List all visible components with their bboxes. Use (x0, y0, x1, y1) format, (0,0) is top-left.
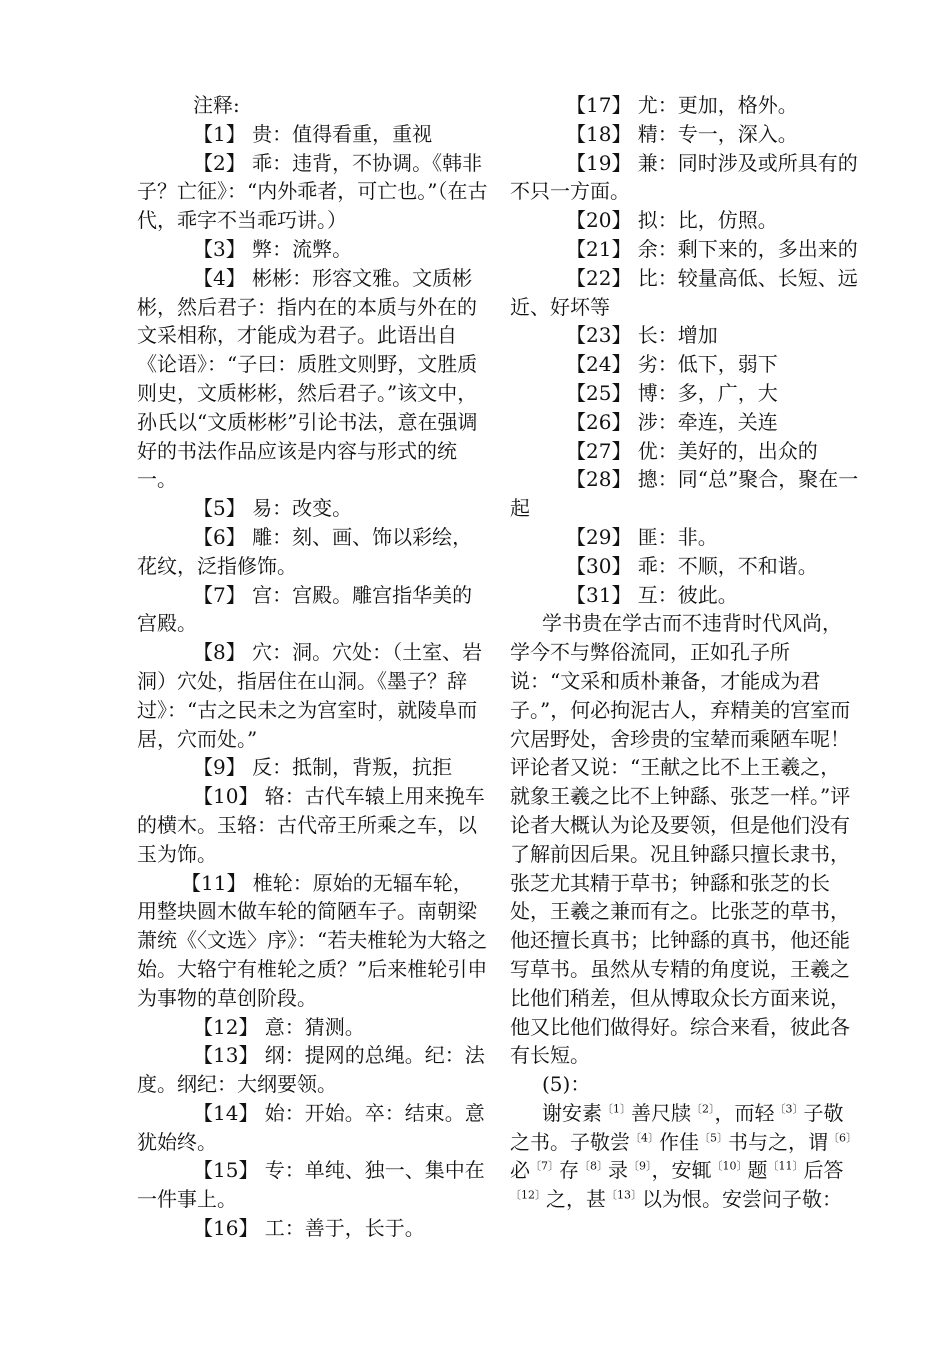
footnote-marker: 〔1〕 (602, 1102, 631, 1116)
note-item: 【22】 比：较量高低、长短、远近、好坏等 (510, 265, 858, 319)
passage-text: ，安辄 (651, 1158, 712, 1183)
passage-text: 书与之，谓 (728, 1129, 828, 1154)
passage-text: 子敬之书。子敬尝 (510, 1100, 844, 1154)
note-item: 【29】 匪：非。 (566, 524, 718, 549)
right-column (510, 91, 860, 1214)
footnote-marker: 〔12〕 (510, 1188, 546, 1202)
section-label: (5)： (542, 1072, 591, 1097)
passage-text: 善尺牍 (631, 1100, 691, 1125)
note-item: 【9】 反：抵制，背叛，抗拒 (193, 755, 453, 780)
note-item: 【26】 涉：牵连，关连 (566, 409, 778, 434)
footnote-marker: 〔7〕 (530, 1159, 559, 1173)
footnote-marker: 〔2〕 (691, 1102, 715, 1116)
note-item: 【23】 长：增加 (566, 323, 718, 348)
note-item: 【24】 劣：低下，弱下 (566, 352, 778, 377)
note-item: 【12】 意：猜测。 (193, 1014, 365, 1039)
note-item: 【16】 工：善于，长于。 (193, 1216, 425, 1241)
note-item: 【5】 易：改变。 (193, 496, 353, 521)
footnote-marker: 〔10〕 (711, 1159, 748, 1173)
passage-text: 后答 (803, 1158, 844, 1183)
notes-heading: 注释: (193, 93, 240, 117)
footnote-marker: 〔5〕 (699, 1131, 728, 1145)
footnote-marker: 〔11〕 (767, 1159, 804, 1173)
note-item: 【31】 互：彼此。 (566, 582, 738, 607)
note-item: 【19】 兼：同时涉及或所具有的不只一方面。 (510, 150, 858, 204)
passage-text: 题 (747, 1158, 768, 1183)
passage-text: 以为恨。安尝问子敬： (642, 1187, 842, 1212)
note-item: 【3】 弊：流弊。 (193, 236, 353, 261)
note-item: 【30】 乖：不顺，不和谐。 (566, 553, 818, 578)
classical-passage (510, 1099, 860, 1214)
note-item: 【6】 雕：刻、画、饰以彩绘，花纹，泛指修饰。 (137, 524, 473, 578)
note-item: 【2】 乖：违背，不协调。《韩非子？亡征》：“内外乖者，可亡也。”（在古代，乖字不当乖巧讲。） (137, 150, 488, 233)
note-item: 【18】 精：专一，深入。 (566, 121, 798, 146)
footnote-marker: 〔6〕 (828, 1131, 857, 1145)
note-item: 【28】 摠：同“总”聚合，聚在一起 (510, 467, 859, 521)
note-item: 【11】 椎轮：原始的无辐车轮，用整块圆木做车轮的简陋车子。南朝梁萧统《〈文选〉序》：“若夫椎轮为大辂之始。大辂宁有椎轮之质？”后来椎轮引申为事物的草创阶段。 (137, 870, 488, 1010)
passage-text: 谢安素 (542, 1100, 602, 1125)
note-item: 【20】 拟：比，仿照。 (566, 208, 778, 233)
passage-text: 存 (559, 1158, 579, 1183)
footnote-marker: 〔8〕 (579, 1159, 608, 1173)
footnote-marker: 〔9〕 (628, 1159, 652, 1173)
footnote-marker: 〔3〕 (774, 1102, 804, 1116)
note-item: 【17】 尤：更加，格外。 (566, 93, 798, 117)
note-item: 【13】 纲：提网的总绳。纪：法度。纲纪：大纲要领。 (137, 1043, 485, 1097)
note-item: 【7】 宫：宫殿。雕宫指华美的宫殿。 (137, 582, 473, 636)
passage-text: 必 (510, 1158, 530, 1183)
note-item: 【27】 优：美好的，出众的 (566, 438, 818, 463)
footnote-marker: 〔13〕 (606, 1188, 642, 1202)
translation-paragraph: 学书贵在学古而不违背时代风尚，学今不与弊俗流同，正如孔子所说：“文采和质朴兼备，才能成为君子。”，何必拘泥古人，弃精美的宫室而穴居野处，舍珍贵的宝辇而乘陋车呢！评论者又说：“王献之比不上王羲之，就象王羲之比不上钟繇、张芝一样。”评论者大概认为论及要领，但是他们没有了解前因后果。况且钟繇只擅长隶书，张芝尤其精于草书；钟繇和张芝的长处，王羲之兼而有之。比张芝的草书，他还擅长真书；比钟繇的真书，他还能写草书。虽然从专精的角度说，王羲之比他们稍差，但从博取众长方面来说，他又比他们做得好。综合来看，彼此各有长短。 (510, 611, 851, 1068)
note-item: 【10】 辂：古代车辕上用来挽车的横木。玉辂：古代帝王所乘之车，以玉为饰。 (137, 784, 485, 866)
note-item: 【14】 始：开始。卒：结束。意犹始终。 (137, 1100, 485, 1154)
note-item: 【4】 彬彬：形容文雅。文质彬彬，然后君子：指内在的本质与外在的文采相称，才能成为君子。此语出自《论语》：“子曰：质胜文则野，文胜质则史，文质彬彬，然后君子。”该文中，孙氏以“文质彬彬”引论书法，意在强调好的书法作品应该是内容与形式的统一。 (137, 265, 478, 492)
passage-text: 之，甚 (546, 1187, 606, 1212)
note-item: 【21】 余：剩下来的，多出来的 (566, 236, 858, 261)
passage-text: ，而轻 (714, 1100, 775, 1125)
footnote-marker: 〔4〕 (630, 1131, 659, 1145)
passage-text: 录 (608, 1158, 628, 1183)
left-column (137, 91, 492, 1243)
passage-text: 作佳 (659, 1129, 699, 1154)
note-item: 【25】 博：多，广，大 (566, 380, 778, 405)
note-item: 【8】 穴：洞。穴处：（土室、岩洞）穴处，指居住在山洞。《墨子？辞过》：“古之民未之为宫室时，就陵阜而居，穴而处。” (137, 640, 483, 751)
note-item: 【1】 贵：值得看重，重视 (193, 121, 433, 146)
note-item: 【15】 专：单纯、独一、集中在一件事上。 (137, 1158, 485, 1212)
